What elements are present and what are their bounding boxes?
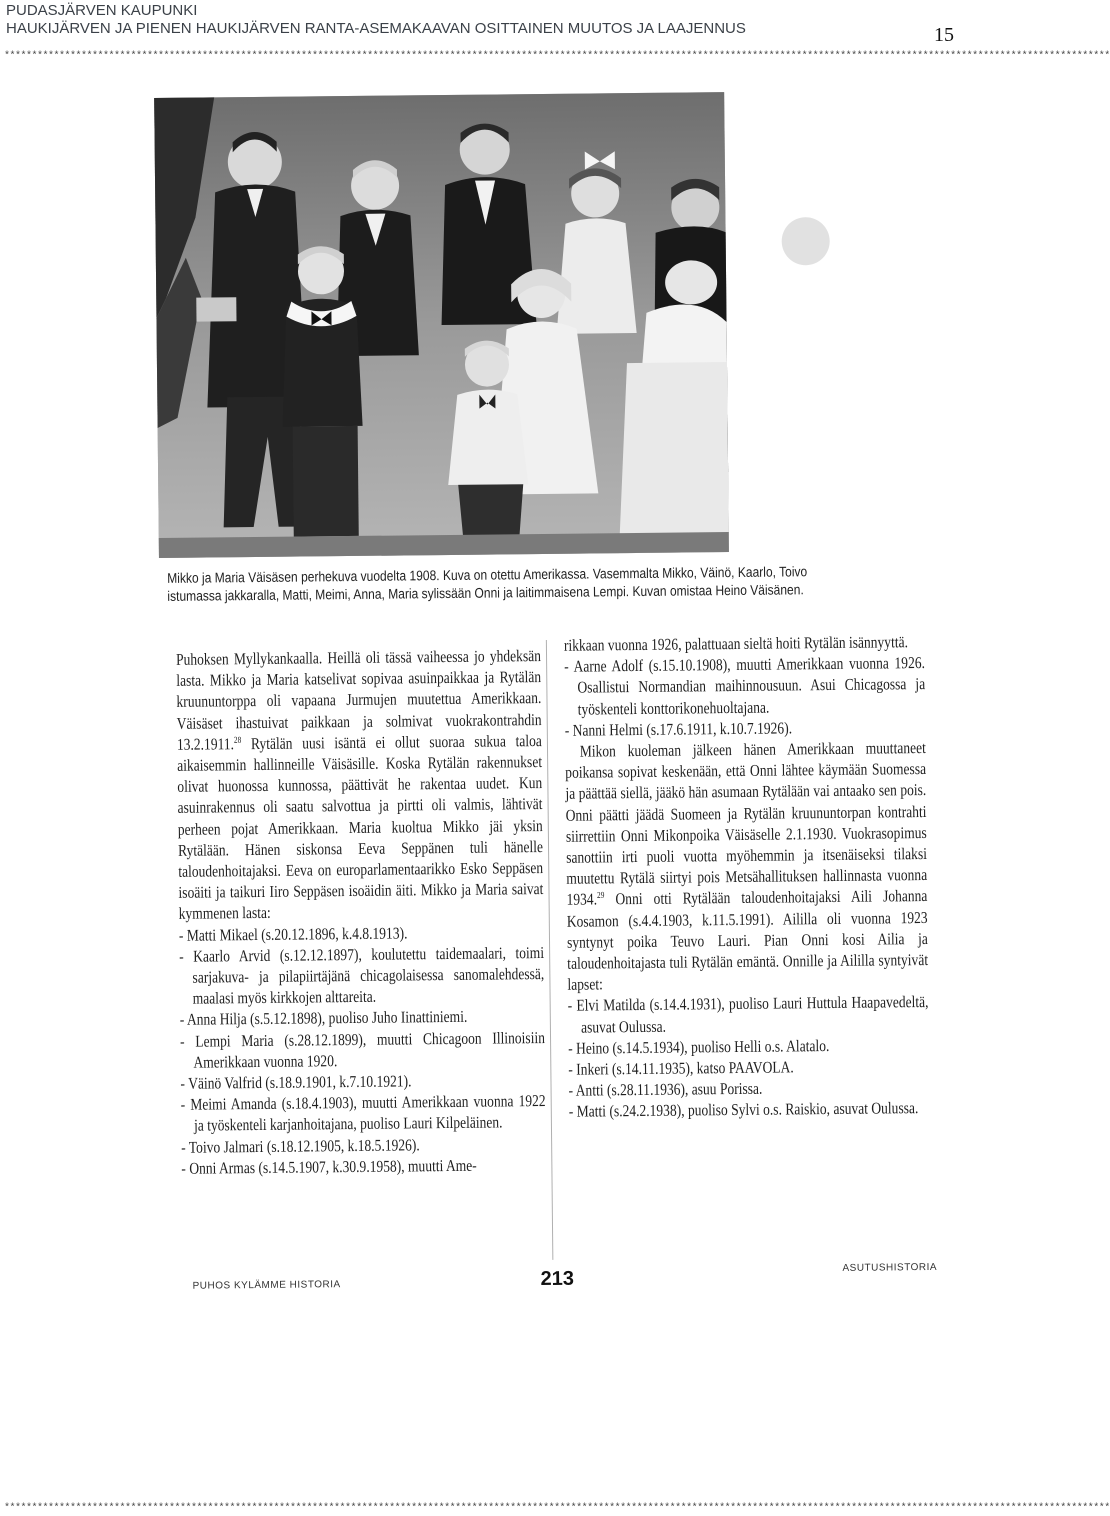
family-photo-image xyxy=(154,92,729,558)
text-column-left xyxy=(176,645,546,1179)
book-footer-title: PUHOS KYLÄMME HISTORIA xyxy=(192,1279,341,1292)
list-item: - Väinö Valfrid (s.18.9.1901, k.7.10.1921). xyxy=(180,1071,412,1093)
header-page-number: 15 xyxy=(934,24,954,46)
family-photograph xyxy=(154,92,729,558)
list-item: - Onni Armas (s.14.5.1907, k.30.9.1958), muutti Ame- xyxy=(181,1155,477,1178)
right-paragraph xyxy=(565,737,928,995)
list-item: - Meimi Amanda (s.18.4.1903), muutti Amerikkaan vuonna 1922 ja työskenteli karjanhoitajana, puoliso Lauri Kilpeläinen. xyxy=(180,1091,546,1136)
header-title: HAUKIJÄRVEN JA PIENEN HAUKIJÄRVEN RANTA-ASEMAKAAVAN OSITTAINEN MUUTOS JA LAAJENNUS xyxy=(6,20,746,37)
list-item: - Matti Mikael (s.20.12.1896, k.4.8.1913). xyxy=(178,923,408,945)
list-item: - Matti (s.24.2.1938), puoliso Sylvi o.s. Raiskio, asuvat Oulussa. xyxy=(568,1098,919,1122)
list-item: - Inkeri (s.14.11.1935), katso PAAVOLA. xyxy=(568,1057,794,1079)
header-star-divider: ********************************************************************************************************************************************************************************************************* xyxy=(4,51,1110,62)
page-header xyxy=(6,2,956,46)
footnote-29: 29 xyxy=(596,890,605,901)
list-item: - Kaarlo Arvid (s.12.12.1897), koulutettu taidemaalari, toimi sarjakuva- ja pilapiirtäjänä chicagolaisessa sanomalehdessä, maalasi myös kirkkojen alttareita. xyxy=(179,942,545,1008)
list-item: - Nanni Helmi (s.17.6.1911, k.10.7.1926). xyxy=(564,718,793,740)
footer-star-divider: ********************************************************************************************************************************************************************************************************* xyxy=(4,1503,1110,1514)
header-organization: PUDASJÄRVEN KAUPUNKI xyxy=(6,2,198,19)
left-paragraph-1-text: Puhoksen Myllykankaalla. Heillä oli tässä vaiheessa jo yhdeksän lasta. Mikko ja Maria katselivat sopivaa asuinpaikkaa ja Rytälän kruununtorppa oli vapaana Jurmujen muutettua Amerikkaan. Väisäset ihastuivat paikkaan ja solmivat vuokrakontrahdin 13.2.1911. xyxy=(175,646,542,754)
scanned-book-page xyxy=(140,76,953,1304)
list-item: - Heino (s.14.5.1934), puoliso Helli o.s. Alatalo. xyxy=(568,1035,830,1058)
photo-caption: Mikko ja Maria Väisäsen perhekuva vuodelta 1908. Kuva on otettu Amerikassa. Vasemmalta Mikko, Väinö, Kaarlo, Toivo istumassa jakkaralla, Matti, Meimi, Anna, Maria sylissään Onni ja laitimmaisena Lempi. Kuvan omistaa Heino Väisänen. xyxy=(167,563,808,604)
list-item: - Antti (s.28.11.1936), asuu Porissa. xyxy=(568,1078,763,1101)
left-paragraph-1 xyxy=(176,645,544,924)
list-item: - Toivo Jalmari (s.18.12.1905, k.18.5.1926). xyxy=(181,1134,420,1157)
book-footer-section: ASUTUSHISTORIA xyxy=(842,1261,938,1274)
right-paragraph-1-text: Mikon kuoleman jälkeen hänen Amerikkaan muuttaneet poikansa sopivat keskenään, että Onni lähtee käymään Suomessa ja päättää siellä, jääkö hän asumaan Rytälään vai antaako sen pois. Onni päätti jäädä Suomeen ja Rytälän kruununtorpan kontrahti siirrettiin Onni Mikonpoika Väisäselle 2.1.1930. Vuokrasopimus sanottiin irti puoli vuotta myöhemmin ja itsenäiseksi tilaksi muutettu Rytälä siirtyi pois Metsähallituksen hallinnasta vuonna 1934. xyxy=(565,738,928,910)
list-item: - Lempi Maria (s.28.12.1899), muutti Chicagoon Illinoisiin Amerikkaan vuonna 1920. xyxy=(179,1027,546,1072)
book-page-number: 213 xyxy=(540,1267,575,1291)
right-paragraph-2-text: Onni otti Rytälään taloudenhoitajaksi Aili Johanna Kosamon (s.4.4.1903, k.11.5.1991). Aililla oli vuonna 1923 syntynyt poika Teuvo Lauri. Pian Onni kosi Ailia ja taloudenhoitajasta tuli Rytälän emäntä. Onnille ja Aililla syntyivät lapset: xyxy=(566,886,929,995)
left-paragraph-2-text: Rytälän uusi isäntä ei ollut suoraa sukua taloa aikaisemmin hallinneille Väisäsille. Koska Rytälän rakennukset olivat huonossa kunnossa, päättivät he rakentaa uudet. Kun asuinrakennus oli saatu salvottua ja pirtti oli valmis, lähtivät perheen pojat Amerikkaan. Maria kuoltua Mikko jäi yksin Rytälään. Hänen siskonsa Eeva Seppänen tuli hänelle taloudenhoitajaksi. Eeva on europarlamentaarikko Esko Seppäsen isoäiti ja taikuri Iiro Seppäsen isoäidin äiti. Mikko ja Maria saivat kymmenen lasta: xyxy=(177,730,544,924)
column-separator xyxy=(546,640,553,1260)
right-continuation: rikkaan vuonna 1926, palattuaan sieltä hoiti Rytälän isännyyttä. xyxy=(563,632,909,655)
list-item: - Aarne Adolf (s.15.10.1908), muutti Amerikkaan vuonna 1926. Osallistui Normandian maihinnousuun. Asui Chicagossa ja työskenteli konttorikonehuoltajana. xyxy=(564,653,926,719)
text-column-right xyxy=(564,631,930,1122)
footnote-28: 28 xyxy=(233,734,242,745)
list-item: - Elvi Matilda (s.14.4.1931), puoliso Lauri Huttula Haapavedeltä, asuvat Oulussa. xyxy=(567,992,929,1037)
list-item: - Anna Hilja (s.5.12.1898), puoliso Juho Iinattiniemi. xyxy=(179,1007,468,1030)
